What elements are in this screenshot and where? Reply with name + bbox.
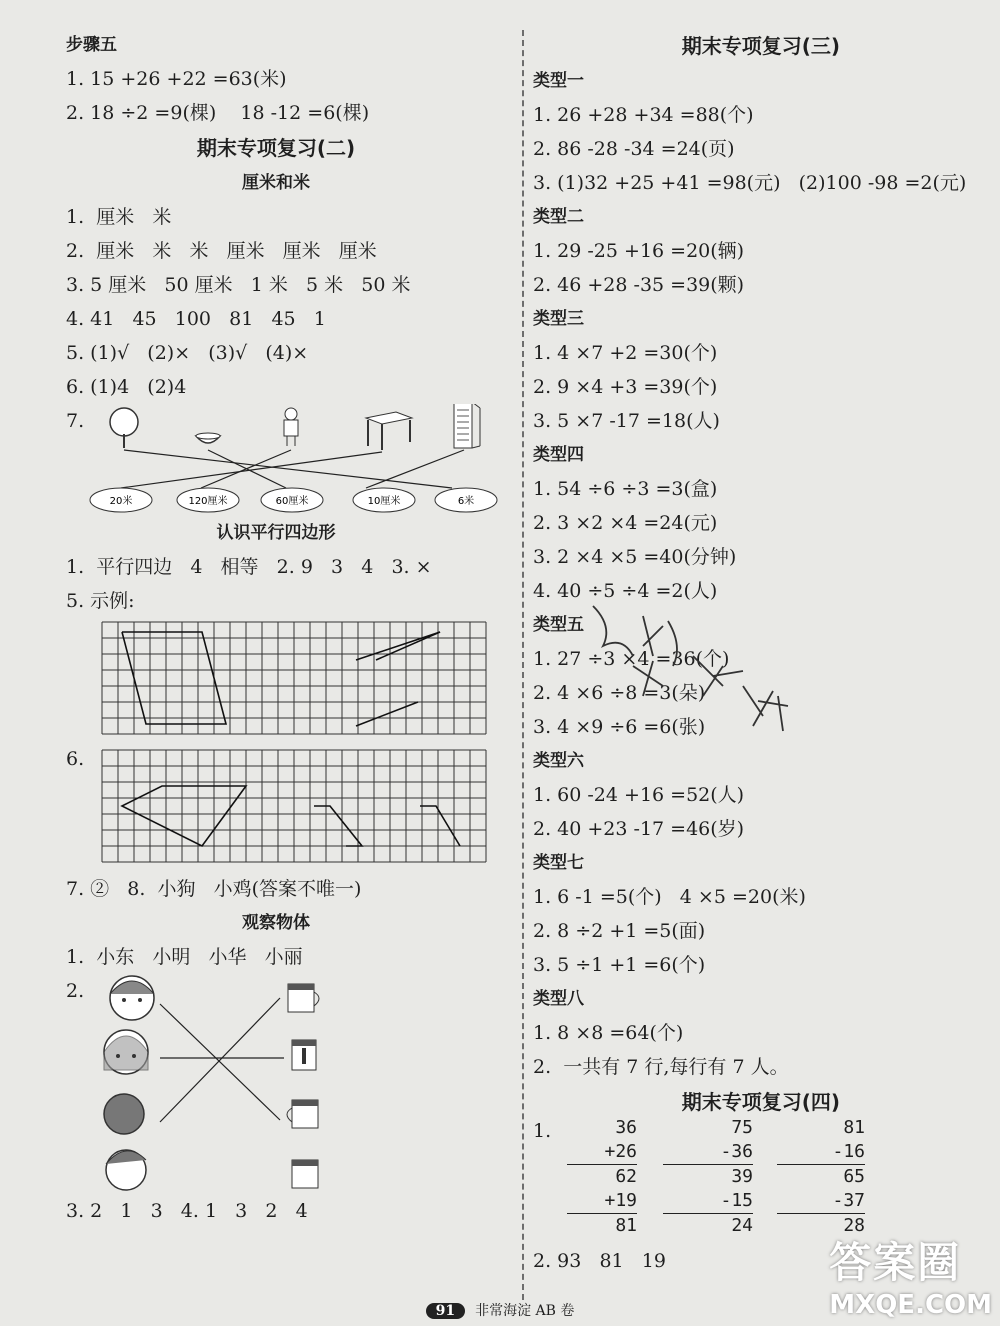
type1-heading: 类型一 xyxy=(533,71,584,91)
type2-line1: 1. 29 -25 +16 =20(辆) xyxy=(533,240,745,262)
type3-line1: 1. 4 ×7 +2 =30(个) xyxy=(533,342,718,364)
section4-line2: 2. 93 81 19 xyxy=(533,1250,666,1272)
calc-row: +19 xyxy=(567,1189,637,1214)
handwriting-scribble xyxy=(573,596,813,746)
calc-row: 65 xyxy=(843,1166,865,1187)
type3-line3: 3. 5 ×7 -17 =18(人) xyxy=(533,410,720,432)
type7-line2: 2. 8 ÷2 +1 =5(面) xyxy=(533,920,706,942)
type7-heading: 类型七 xyxy=(533,853,584,873)
type4-heading: 类型四 xyxy=(533,445,584,465)
observe-lines xyxy=(160,998,284,1122)
calc-row: 75 xyxy=(731,1117,753,1138)
cm-line6: 6. (1)4 (2)4 xyxy=(66,376,187,398)
obs-line2: 2. xyxy=(66,980,85,1002)
step5-line2: 2. 18 ÷2 =9(棵) 18 -12 =6(棵) xyxy=(66,102,370,124)
cm-line4: 4. 41 45 100 81 45 1 xyxy=(66,308,326,330)
type7-line1: 1. 6 -1 =5(个) 4 ×5 =20(米) xyxy=(533,886,806,908)
head-side-icon xyxy=(106,1150,146,1190)
step5-line1: 1. 15 +26 +22 =63(米) xyxy=(66,68,287,90)
grid-figure-2 xyxy=(66,746,506,870)
type5-heading: 类型五 xyxy=(533,615,584,635)
type1-line2: 2. 86 -28 -34 =24(页) xyxy=(533,138,735,160)
type6-line1: 1. 60 -24 +16 =52(人) xyxy=(533,784,745,806)
vertical-calc-1 xyxy=(567,1116,637,1238)
type1-line1: 1. 26 +28 +34 =88(个) xyxy=(533,104,754,126)
step5-heading: 步骤五 xyxy=(66,35,117,55)
length-ovals xyxy=(90,488,497,512)
obs-line3: 3. 2 1 3 4. 1 3 2 4 xyxy=(66,1200,308,1222)
section4-title: 期末专项复习(四) xyxy=(681,1090,840,1114)
obs-line1: 1. 小东 小明 小华 小丽 xyxy=(66,946,303,968)
cup-icon xyxy=(288,984,319,1012)
table-icon xyxy=(366,412,412,450)
type4-line2: 2. 3 ×2 ×4 =24(元) xyxy=(533,512,718,534)
calc-row: 28 xyxy=(843,1215,865,1236)
type7-line3: 3. 5 ÷1 +1 =6(个) xyxy=(533,954,706,976)
person-icon xyxy=(284,408,298,446)
cm-heading: 厘米和米 xyxy=(242,173,310,193)
building-icon xyxy=(454,404,480,448)
type8-line1: 1. 8 ×8 =64(个) xyxy=(533,1022,684,1044)
section4-label1: 1. xyxy=(533,1120,552,1142)
calc-row: 39 xyxy=(731,1166,753,1187)
cm-line7: 7. xyxy=(66,410,85,432)
para-line3: 6. xyxy=(66,748,85,770)
watermark xyxy=(829,1230,992,1320)
section2-title: 期末专项复习(二) xyxy=(196,136,356,160)
vertical-calc-2 xyxy=(663,1116,753,1238)
calc-row: 81 xyxy=(843,1117,865,1138)
cup-icon xyxy=(292,1040,316,1070)
face-icon xyxy=(110,976,154,1020)
section3-title: 期末专项复习(三) xyxy=(681,34,840,58)
observe-figure xyxy=(66,974,506,1194)
cup-icon xyxy=(292,1160,318,1188)
oval-label: 60厘米 xyxy=(275,496,309,507)
type3-heading: 类型三 xyxy=(533,309,584,329)
tree-icon xyxy=(110,408,138,448)
para-line1: 1. 平行四边 4 相等 2. 9 3 4 3. × xyxy=(66,556,432,578)
matching-lines xyxy=(121,450,464,488)
cm-line2: 2. 厘米 米 米 厘米 厘米 厘米 xyxy=(66,240,377,262)
oval-label: 6米 xyxy=(457,496,475,507)
type8-heading: 类型八 xyxy=(533,989,584,1009)
watermark-url: MXQE.COM xyxy=(829,1290,992,1320)
left-column xyxy=(66,28,506,1228)
calc-row: -37 xyxy=(777,1189,865,1214)
type5-block xyxy=(533,608,988,744)
vertical-calc-block xyxy=(533,1117,988,1244)
parallelogram-examples xyxy=(122,632,440,726)
type3-line2: 2. 9 ×4 +3 =39(个) xyxy=(533,376,718,398)
observe-diagram xyxy=(66,974,506,1194)
grid-figure-1 xyxy=(66,618,506,742)
type6-line2: 2. 40 +23 -17 =46(岁) xyxy=(533,818,745,840)
type5-line2: 2. 4 ×6 ÷8 =3(朵) xyxy=(533,682,706,704)
type5-line1: 1. 27 ÷3 ×4 =36(个) xyxy=(533,648,730,670)
type6-heading: 类型六 xyxy=(533,751,584,771)
book-title: 非常海淀 AB 卷 xyxy=(475,1303,575,1319)
cm-line3: 3. 5 厘米 50 厘米 1 米 5 米 50 米 xyxy=(66,274,411,296)
para-line4: 7. ② 8. 小狗 小鸡(答案不唯一) xyxy=(66,878,362,900)
type2-line2: 2. 46 +28 -35 =39(颗) xyxy=(533,274,745,296)
grid-block-2 xyxy=(66,742,506,872)
calc-row: -16 xyxy=(777,1140,865,1165)
cm-line1: 1. 厘米 米 xyxy=(66,206,172,228)
oval-label: 10厘米 xyxy=(367,496,401,507)
calc-row: 36 xyxy=(615,1117,637,1138)
type8-line2: 2. 一共有 7 行,每行有 7 人。 xyxy=(533,1056,789,1078)
matching-diagram xyxy=(66,404,506,516)
calc-row: -36 xyxy=(663,1140,753,1165)
column-divider xyxy=(522,30,524,1300)
right-column xyxy=(533,28,988,1278)
para-heading: 认识平行四边形 xyxy=(216,523,336,543)
para-line2: 5. 示例: xyxy=(66,590,135,612)
calc-row: 81 xyxy=(615,1215,637,1236)
oval-label: 120厘米 xyxy=(188,496,228,507)
vertical-calc-3 xyxy=(777,1116,865,1238)
head-back-icon xyxy=(104,1094,144,1134)
cup-icon xyxy=(287,1100,318,1128)
face-icon xyxy=(104,1030,148,1074)
oval-label: 20米 xyxy=(109,496,133,507)
type5-line3: 3. 4 ×9 ÷6 =6(张) xyxy=(533,716,706,738)
page-number: 91 xyxy=(426,1303,465,1319)
calc-row: 62 xyxy=(615,1166,637,1187)
bowl-icon xyxy=(196,433,220,443)
calc-row: -15 xyxy=(663,1189,753,1214)
obs-heading: 观察物体 xyxy=(242,913,310,933)
cm-line5: 5. (1)√ (2)× (3)√ (4)× xyxy=(66,342,309,364)
parallelogram-answers xyxy=(122,786,460,846)
type4-line4: 4. 40 ÷5 ÷4 =2(人) xyxy=(533,580,718,602)
matching-figure xyxy=(66,404,506,516)
type1-line3: 3. (1)32 +25 +41 =98(元) (2)100 -98 =2(元) xyxy=(533,172,967,194)
type4-line1: 1. 54 ÷6 ÷3 =3(盒) xyxy=(533,478,718,500)
type2-heading: 类型二 xyxy=(533,207,584,227)
calc-row: +26 xyxy=(567,1140,637,1165)
calc-row: 24 xyxy=(731,1215,753,1236)
watermark-title: 答案圈 xyxy=(829,1238,962,1287)
type4-line3: 3. 2 ×4 ×5 =40(分钟) xyxy=(533,546,737,568)
